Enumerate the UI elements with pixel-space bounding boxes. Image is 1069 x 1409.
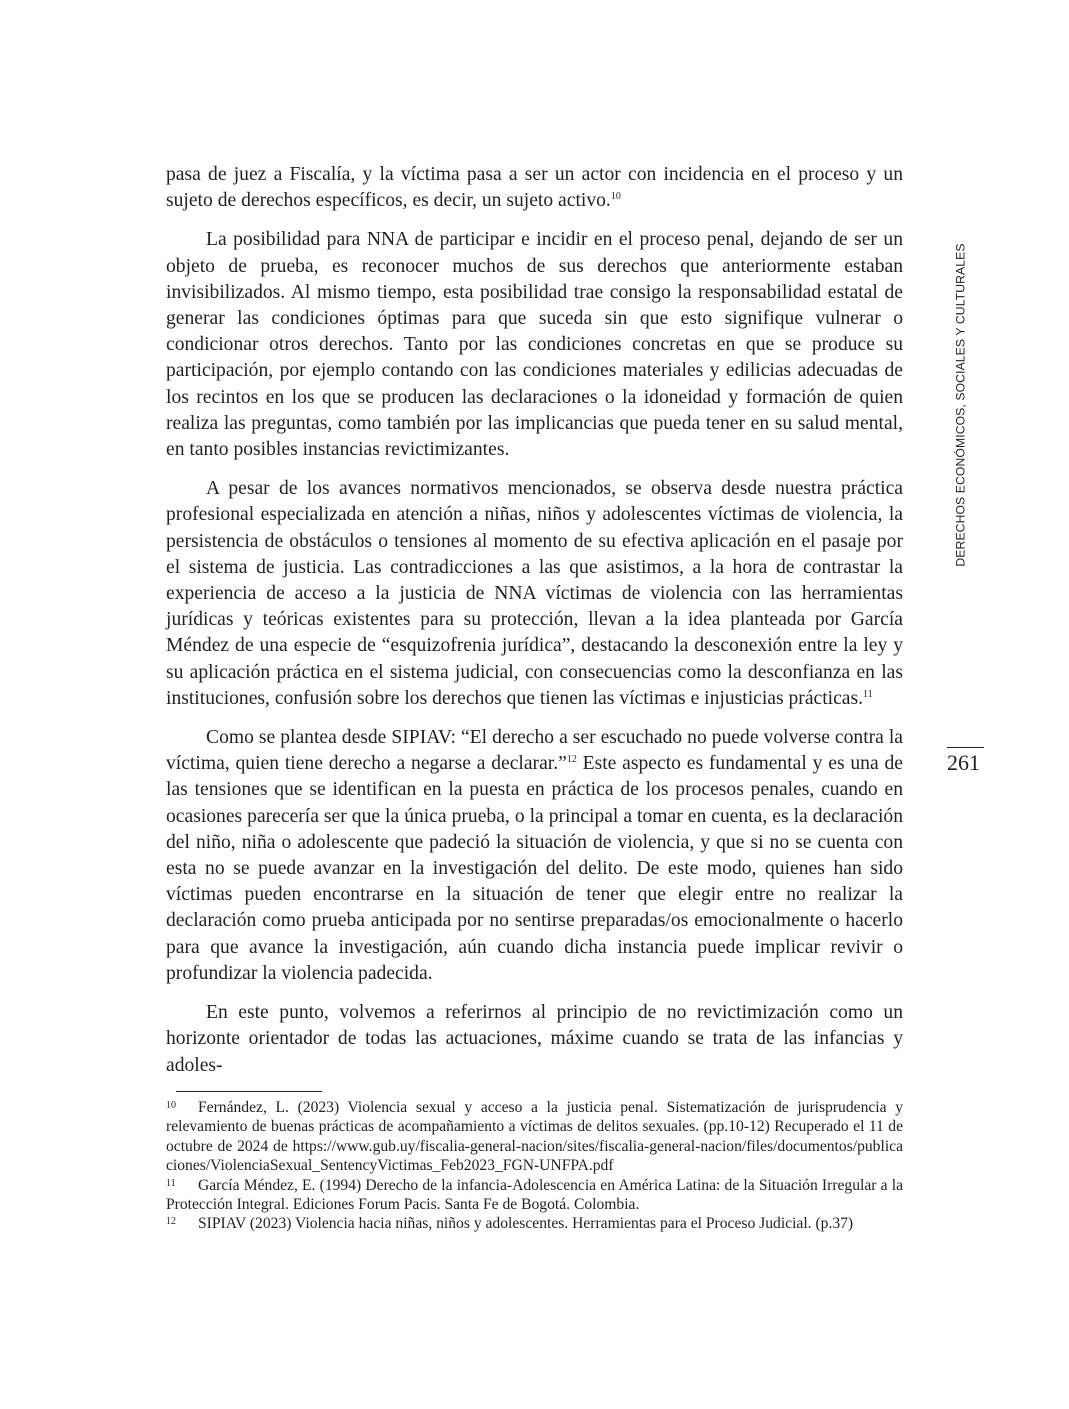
footnote-url[interactable]: https://www.gub.uy/fiscalia-general-nacion/sites/fiscalia-general-nacion/files/documentos/publicaciones/ViolenciaSexual_SentencyVictimas_Feb2023_FGN-UNFPA.pdf [166,1137,903,1175]
paragraph-text: pasa de juez a Fiscalía, y la víctima pasa a ser un actor con incidencia en el proceso y un sujeto de derechos específicos, es decir, un sujeto activo. [166,164,903,212]
footnote-number: 11 [166,1177,176,1189]
footnote-ref: 12 [566,754,577,766]
paragraph-text: Como se plantea desde SIPIAV: “El derecho a ser escuchado no puede volverse contra la víctima, quien tiene derecho a negarse a declarar.” [166,727,903,775]
footnote-text: García Méndez, E. (1994) Derecho de la infancia-Adolescencia en América Latina: de la Situación Irregular a la Protección Integral. Ediciones Forum Pacis. Santa Fe de Bogotá. Colombia. [166,1176,903,1214]
footnotes [166,1098,903,1234]
paragraph [166,476,903,712]
footnote-text: SIPIAV (2023) Violencia hacia niñas, niños y adolescentes. Herramientas para el Proceso Judicial. (p.37) [198,1215,854,1233]
footnote-number: 10 [166,1100,176,1111]
footnote-text: Fernández, L. (2023) Violencia sexual y acceso a la justicia penal. Sistematización de jurisprudencia y relevamiento de buenas prácticas de acompañamiento a víctimas de delitos sexuales. (pp.10-12) Recuperado el 11 de octubre de 2024 de [166,1099,903,1155]
paragraph-text: En este punto, volvemos a referirnos al principio de no revictimización como un horizonte orientador de todas las actuaciones, máxime cuando se trata de las infancias y adoles- [166,1002,903,1076]
running-head-text: DERECHOS ECONÓMICOS, SOCIALES Y CULTURALES [954,243,968,567]
page-number-rule [947,747,984,748]
paragraph-text-continued: Este aspecto es fundamental y es una de las tensiones que se identifican en la puesta en práctica de los procesos penales, cuando en ocasiones parecería ser que la única prueba, o la principal a tomar en cuenta, es la declaración del niño, niña o adolescente que padeció la situación de violencia, y que si no se cuenta con esta no se puede avanzar en la investigación del delito. De este modo, quienes han sido víctimas pueden encontrarse en la situación de tener que elegir entre no realizar la declaración como prueba anticipada por no sentirse preparadas/os emocionalmente o hacerlo para que avance la investigación, aún cuando dicha instancia puede implicar revivir o profundizar la violencia padecida. [166,753,903,984]
page-number: 261 [947,750,980,775]
footnote-ref: 10 [610,191,621,203]
paragraph [166,1000,903,1079]
footnote-ref: 11 [863,688,873,700]
footnote-separator [176,1091,322,1092]
paragraph [166,227,903,463]
paragraph-text: La posibilidad para NNA de participar e incidir en el proceso penal, dejando de ser un objeto de prueba, es reconocer muchos de sus derechos que anteriormente estaban invisibilizados. Al mismo tiempo, esta posibilidad trae consigo la responsabilidad estatal de generar las condiciones óptimas para que suceda sin que esto signifique vulnerar o condicionar otros derechos. Tanto por las condiciones concretas en que se produce su participación, por ejemplo contando con las condiciones materiales y edilicias adecuadas de los recintos en los que se producen las declaraciones o la idoneidad y formación de quien realiza las preguntas, como también por las implicancias que pueda tener en su salud mental, en tanto posibles instancias revictimizantes. [166,229,903,461]
footnote [166,1098,903,1176]
paragraph [166,162,903,214]
footnote [166,1214,903,1233]
paragraph-text: A pesar de los avances normativos mencionados, se observa desde nuestra práctica profesional especializada en atención a niñas, niños y adolescentes víctimas de violencia, la persistencia de obstáculos o tensiones al momento de su efectiva aplicación en el pasaje por el sistema de justicia. Las contradicciones a las que asistimos, a la hora de contrastar la experiencia de acceso a la justicia de NNA víctimas de violencia con las herramientas jurídicas y teóricas existentes para su protección, llevan a la idea planteada por García Méndez de una especie de “esquizofrenia jurídica”, destacando la desconexión entre la ley y su aplicación práctica en el sistema judicial, con consecuencias como la desconfianza en las instituciones, confusión sobre los derechos que tienen las víctimas e injusticias prácticas. [166,478,903,709]
running-head [947,243,975,567]
footnote [166,1176,903,1215]
body-text [166,162,903,1092]
footnote-number: 12 [166,1216,176,1228]
paragraph [166,725,903,987]
